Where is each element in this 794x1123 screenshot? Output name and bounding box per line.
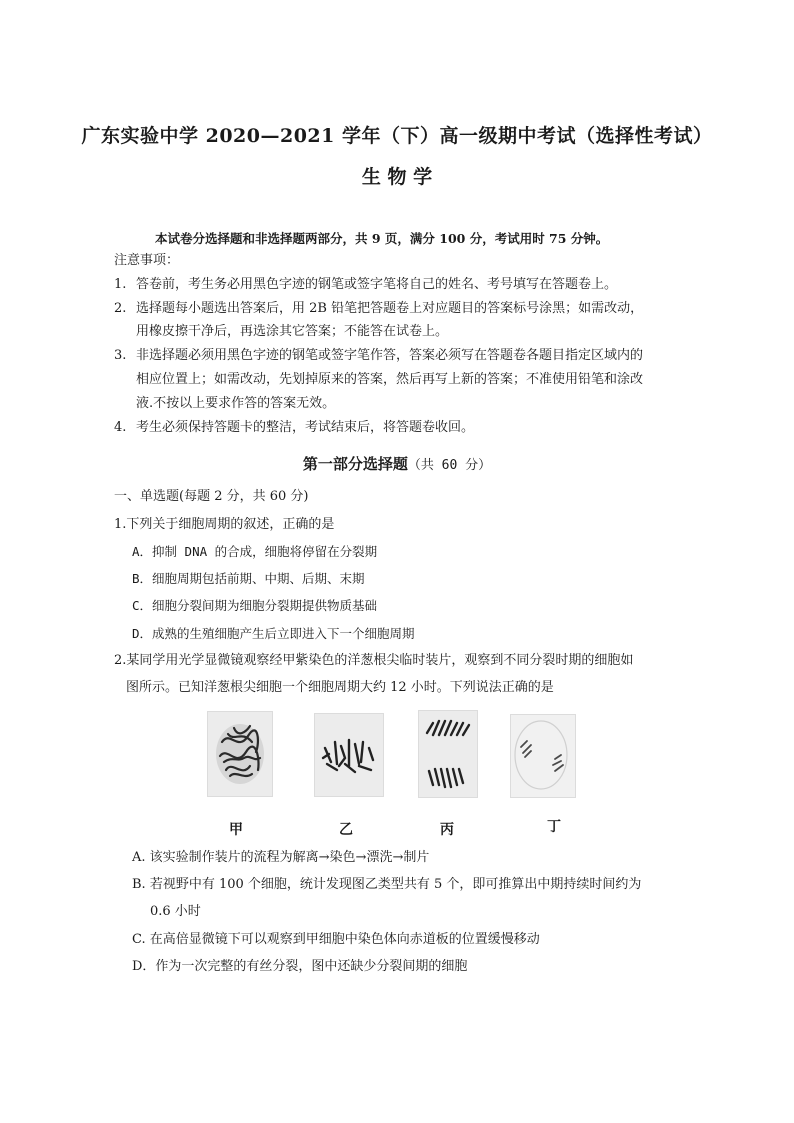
note-text: 考生必须保持答题卡的整洁，考试结束后，将答题卷收回。	[136, 420, 475, 435]
note-item-4	[114, 420, 474, 436]
figure-label-jia: 甲	[229, 822, 243, 838]
section-score: （共 60 分）	[407, 458, 492, 473]
cell-image-ding	[510, 714, 576, 798]
subject-title: 生 物 学	[361, 166, 433, 188]
cell-image-jia	[207, 711, 273, 797]
cell-image-yi	[314, 713, 384, 797]
prophase-cell-drawing	[208, 712, 272, 796]
note-item-2	[114, 301, 643, 317]
anaphase-cell-drawing	[419, 711, 477, 797]
note-text: 非选择题必须用黑色字迹的钢笔或签字笔作答，答案必须写在答题卷各题目指定区域内的	[136, 348, 644, 363]
q2-option-a: A. 该实验制作装片的流程为解离→染色→漂洗→制片	[132, 850, 430, 865]
q2-option-d: D．作为一次完整的有丝分裂，图中还缺少分裂间期的细胞	[132, 959, 468, 974]
note-number: 3.	[114, 348, 127, 363]
q1-option-b: B．细胞周期包括前期、中期、后期、末期	[132, 571, 365, 586]
q1-option-a: A．抑制 DNA 的合成，细胞将停留在分裂期	[132, 544, 378, 559]
exam-title: 广东实验中学 2020—2021 学年（下）高一级期中考试（选择性考试）	[81, 125, 713, 147]
note-number: 1.	[114, 277, 127, 292]
telophase-cell-drawing	[511, 715, 575, 797]
q2-option-b-continued: 0.6 小时	[150, 904, 201, 919]
note-text-continued: 相应位置上；如需改动，先划掉原来的答案，然后再写上新的答案；不准使用铅笔和涂改	[136, 372, 644, 387]
section-heading	[0, 453, 794, 474]
note-text-continued: 用橡皮擦干净后，再选涂其它答案；不能答在试卷上。	[136, 324, 449, 339]
q1-option-d: D．成熟的生殖细胞产生后立即进入下一个细胞周期	[132, 626, 415, 641]
cell-image-bing	[418, 710, 478, 798]
section-title: 第一部分选择题	[302, 455, 408, 473]
figure-label-ding: 丁	[547, 819, 561, 835]
q2-option-b: B. 若视野中有 100 个细胞，统计发现图乙类型共有 5 个，即可推算出中期持续时间约为	[132, 877, 642, 892]
figure-label-bing: 丙	[440, 822, 454, 838]
note-text-continued: 液.不按以上要求作答的答案无效。	[136, 396, 336, 411]
note-text: 选择题每小题选出答案后，用 2B 铅笔把答题卷上对应题目的答案标号涂黑；如需改动，	[136, 301, 644, 316]
note-text: 答卷前，考生务必用黑色字迹的钢笔或签字笔将自己的姓名、考号填写在答题卷上。	[136, 277, 618, 292]
q2-option-c: C. 在高倍显微镜下可以观察到甲细胞中染色体向赤道板的位置缓慢移动	[132, 932, 540, 947]
note-number: 4.	[114, 420, 127, 435]
figure-label-yi: 乙	[339, 822, 353, 838]
exam-intro: 本试卷分选择题和非选择题两部分，共 9 页，满分 100 分，考试用时 75 分钟。	[155, 231, 609, 246]
notes-heading: 注意事项：	[114, 253, 180, 268]
q2-stem-line-2: 图所示。已知洋葱根尖细胞一个细胞周期大约 12 小时。下列说法正确的是	[126, 680, 554, 695]
note-item-1	[114, 277, 617, 293]
q1-option-c: C．细胞分裂间期为细胞分裂期提供物质基础	[132, 598, 378, 613]
q2-stem-line-1: 2.某同学用光学显微镜观察经甲紫染色的洋葱根尖临时装片，观察到不同分裂时期的细胞如	[114, 653, 634, 668]
part-heading: 一、单选题(每题 2 分，共 60 分)	[114, 489, 309, 504]
note-item-3	[114, 348, 643, 364]
q1-stem: 1.下列关于细胞周期的叙述，正确的是	[114, 517, 335, 532]
note-number: 2.	[114, 301, 127, 316]
metaphase-cell-drawing	[315, 714, 383, 796]
